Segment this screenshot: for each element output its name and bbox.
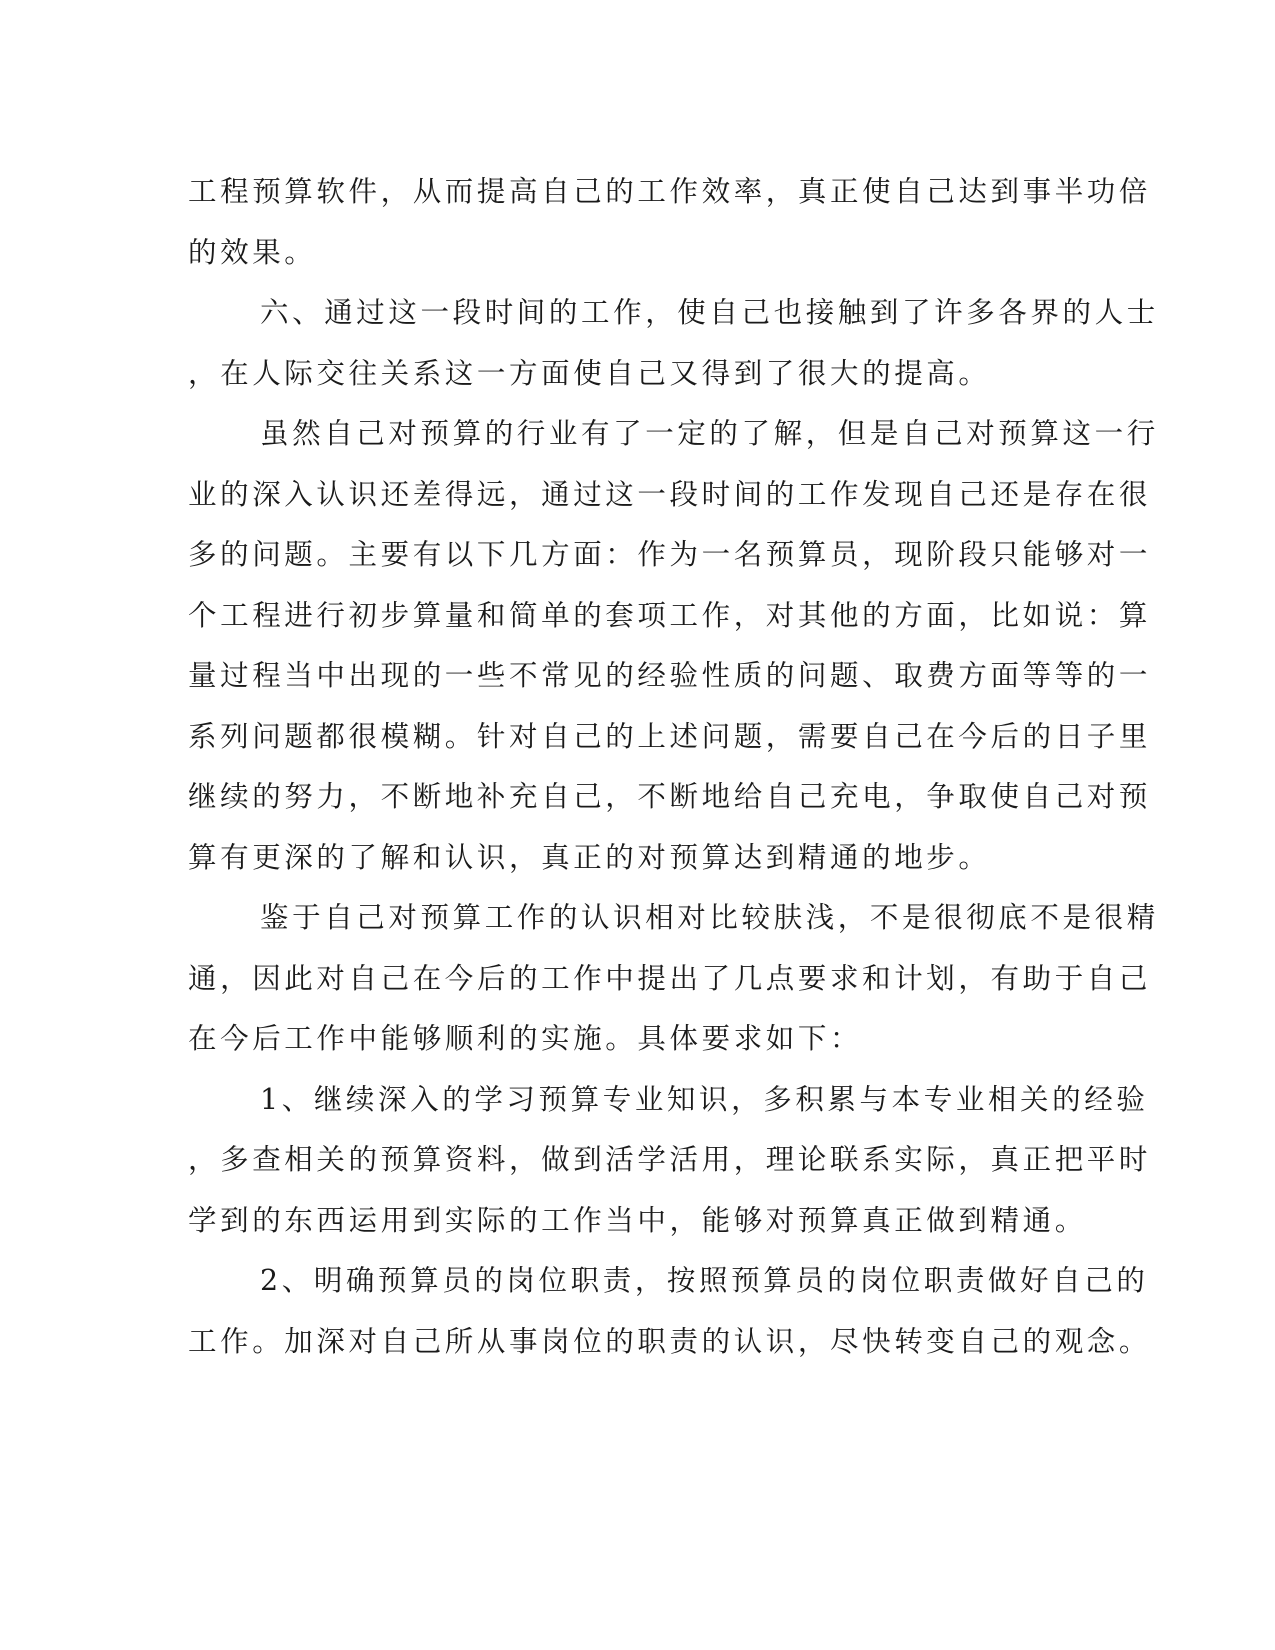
paragraph-start-line: 虽然自己对预算的行业有了一定的了解，但是自己对预算这一行 [260, 417, 1159, 450]
text-line: 工作。加深对自己所从事岗位的职责的认识，尽快转变自己的观念。 [188, 1324, 1152, 1358]
document-body [188, 162, 1159, 1372]
paragraph-start-line: 六、通过这一段时间的工作，使自己也接触到了许多各界的人士 [260, 296, 1159, 329]
text-line: 工程预算软件，从而提高自己的工作效率，真正使自己达到事半功倍 [188, 175, 1152, 208]
text-line: 多的问题。主要有以下几方面：作为一名预算员，现阶段只能够对一 [188, 538, 1152, 571]
paragraph-start-line: 2、明确预算员的岗位职责，按照预算员的岗位职责做好自己的 [260, 1264, 1149, 1297]
text-line: 在今后工作中能够顺利的实施。具体要求如下： [188, 1022, 863, 1055]
text-line: 个工程进行初步算量和简单的套项工作，对其他的方面，比如说：算 [188, 598, 1152, 632]
text-line: 继续的努力，不断地补充自己，不断地给自己充电，争取使自己对预 [188, 780, 1152, 813]
text-line: ，多查相关的预算资料，做到活学活用，理论联系实际，真正把平时 [188, 1143, 1152, 1176]
text-line: 算有更深的了解和认识，真正的对预算达到精通的地步。 [188, 840, 991, 874]
text-line: 量过程当中出现的一些不常见的经验性质的问题、取费方面等等的一 [188, 659, 1152, 692]
text-line: ，在人际交往关系这一方面使自己又得到了很大的提高。 [188, 356, 991, 390]
text-line: 业的深入认识还差得远，通过这一段时间的工作发现自己还是存在很 [188, 477, 1152, 511]
text-line: 系列问题都很模糊。针对自己的上述问题，需要自己在今后的日子里 [188, 719, 1152, 753]
paragraph-start-line: 鉴于自己对预算工作的认识相对比较肤浅，不是很彻底不是很精 [260, 901, 1159, 934]
text-line: 的效果。 [188, 235, 317, 269]
paragraph-start-line: 1、继续深入的学习预算专业知识，多积累与本专业相关的经验 [260, 1082, 1149, 1116]
text-line: 学到的东西运用到实际的工作当中，能够对预算真正做到精通。 [188, 1203, 1087, 1237]
text-line: 通，因此对自己在今后的工作中提出了几点要求和计划，有助于自己 [188, 961, 1152, 995]
